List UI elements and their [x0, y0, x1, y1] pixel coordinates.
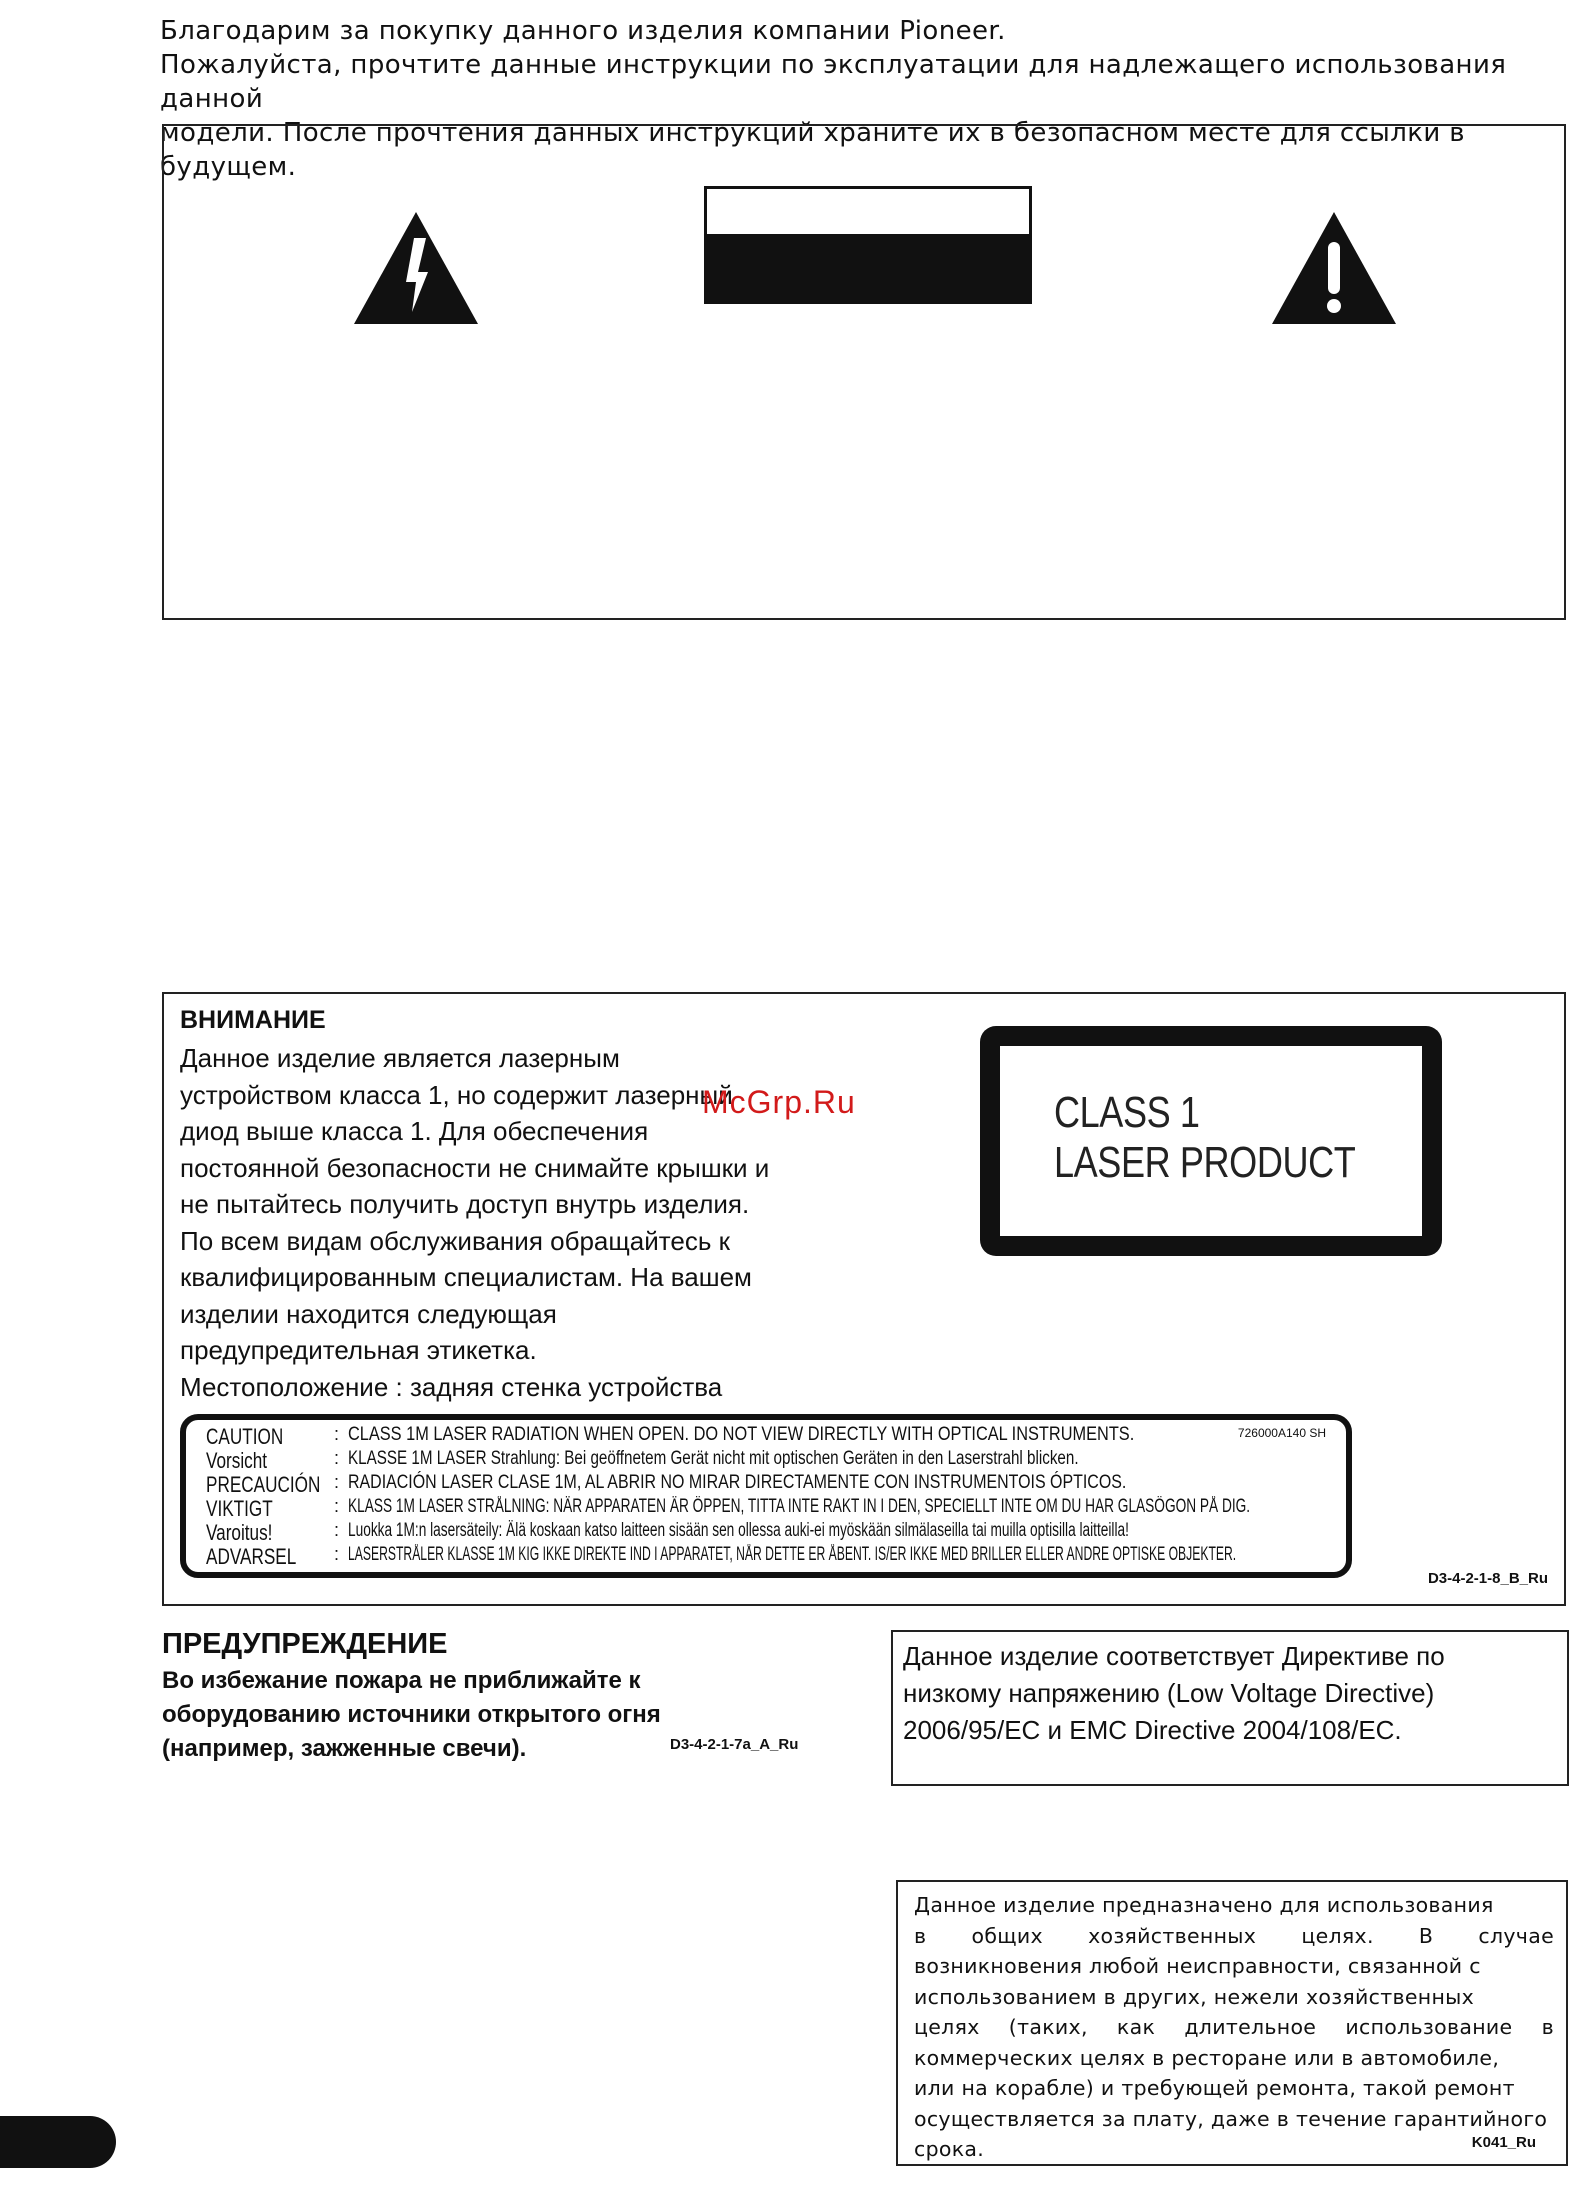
fire-warning-ref-code: D3-4-2-1-7a_A_Ru [670, 1736, 799, 1753]
lightning-warning-icon [354, 212, 478, 324]
laser-line: Данное изделие является лазерным [180, 1043, 620, 1073]
caution-text: KLASS 1M LASER STRÅLNING: NÄR APPARATEN ÄR ÖPPEN, TITTA INTE RAKT IN I DEN, SPECIELLT INTE OM DU HAR GLASÖGON PÅ DIG. [348, 1496, 1251, 1517]
household-ref-code: K041_Ru [1471, 2134, 1536, 2151]
laser-line: изделии находится следующая [180, 1298, 557, 1329]
laser-caution-strip [180, 1414, 1352, 1578]
directive-line: Данное изделие соответствует Директиве по [903, 1641, 1445, 1671]
exclamation-warning-icon [1272, 212, 1396, 324]
page-tab [0, 2116, 116, 2168]
class-label-line2: LASER PRODUCT [1054, 1138, 1356, 1187]
household-line: использованием в других, нежели хозяйственных [914, 1984, 1475, 2009]
laser-line: не пытайтесь получить доступ внутрь изделия. [180, 1189, 750, 1219]
household-line: возникновения любой неисправности, связанной с [914, 1954, 1481, 1978]
fire-warning-heading: ПРЕДУПРЕЖДЕНИЕ [162, 1628, 448, 1660]
household-line: срока. [914, 2137, 985, 2161]
caution-text: RADIACIÓN LASER CLASE 1M, AL ABRIR NO MIRAR DIRECTAMENTE CON INSTRUMENTOIS ÓPTICOS. [348, 1472, 1127, 1493]
class-label-line1: CLASS 1 [1054, 1088, 1200, 1137]
caution-lang: Varoitus! [206, 1520, 273, 1545]
caution-text: LASERSTRÅLER KLASSE 1M KIG IKKE DIREKTE IND I APPARATET, NÅR DETTE ER ÅBENT. IS/ER IKKE MED BRILLER ELLER ANDRE OPTISKE OBJEKTER. [348, 1544, 1237, 1565]
watermark: McGrp.Ru [702, 1084, 856, 1120]
fire-warning-text [162, 1664, 702, 1766]
household-line: Данное изделие предназначено для использования [914, 1893, 1494, 1917]
fire-warning-line: Во избежание пожара не приближайте к [162, 1667, 641, 1694]
laser-line: По всем видам обслуживания обращайтесь к [180, 1225, 730, 1256]
laser-line: предупредительная этикетка. [180, 1335, 537, 1365]
intro-line: модели. После прочтения данных инструкций храните их в безопасном месте для ссылки в будущем. [160, 118, 1466, 182]
caution-text: KLASSE 1M LASER Strahlung: Bei geöffnetem Gerät nicht mit optischen Geräten in den Laserstrahl blicken. [348, 1448, 1079, 1469]
laser-line: постоянной безопасности не снимайте крышки и [180, 1152, 770, 1183]
caution-strip-code: 726000A140 SH [1237, 1426, 1326, 1440]
caution-colon: : [334, 1472, 340, 1492]
caution-label [704, 186, 1032, 304]
laser-line: квалифицированным специалистам. На вашем [180, 1262, 752, 1292]
caution-colon: : [334, 1520, 340, 1540]
laser-line: устройством класса 1, но содержит лазерный [180, 1079, 733, 1110]
caution-colon: : [334, 1544, 340, 1564]
directive-box [891, 1630, 1569, 1786]
household-line: целях (таких, как длительное использование в [914, 2015, 1554, 2039]
directive-text [903, 1638, 1553, 1749]
class1-laser-label [980, 1026, 1442, 1256]
caution-text: Luokka 1M:n lasersäteily: Älä koskaan katso laitteen sisään sen ollessa auki-ei myöskään silmälaseilla tai muilla optisilla laitteilla! [348, 1520, 1129, 1541]
household-line: осуществляется за плату, даже в течение гарантийного [914, 2106, 1548, 2131]
intro-line: Благодарим за покупку данного изделия компании Pioneer. [160, 16, 1006, 46]
directive-line: 2006/95/EC и EMC Directive 2004/108/EC. [903, 1715, 1402, 1745]
household-line: коммерческих целях в ресторане или в автомобиле, [914, 2045, 1500, 2070]
household-line: или на корабле) и требующей ремонта, такой ремонт [914, 2076, 1515, 2100]
caution-text: CLASS 1M LASER RADIATION WHEN OPEN. DO NOT VIEW DIRECTLY WITH OPTICAL INSTRUMENTS. [348, 1424, 1135, 1445]
laser-line: диод выше класса 1. Для обеспечения [180, 1116, 649, 1146]
intro-line: Пожалуйста, прочтите данные инструкции по эксплуатации для надлежащего использования данной [160, 50, 1507, 114]
class1-label-inner [1000, 1046, 1422, 1236]
caution-colon: : [334, 1424, 340, 1444]
caution-lang: ADVARSEL [206, 1544, 297, 1569]
caution-label-bar [707, 234, 1029, 301]
fire-warning-line: (например, зажженные свечи). [162, 1735, 527, 1762]
caution-colon: : [334, 1448, 340, 1468]
household-use-box [896, 1880, 1568, 2166]
directive-line: низкому напряжению (Low Voltage Directive) [903, 1678, 1435, 1708]
laser-line: Местоположение : задняя стенка устройства [180, 1371, 723, 1402]
caution-lang: PRECAUCIÓN [206, 1472, 321, 1497]
electric-shock-warning-box [162, 124, 1566, 620]
caution-lang: Vorsicht [206, 1448, 268, 1473]
caution-colon: : [334, 1496, 340, 1516]
laser-caution-box [162, 992, 1566, 1606]
caution-lang: CAUTION [206, 1424, 284, 1449]
fire-warning-line: оборудованию источники открытого огня [162, 1701, 661, 1728]
household-use-text [914, 1890, 1554, 2165]
laser-ref-code: D3-4-2-1-8_B_Ru [1427, 1570, 1548, 1587]
laser-heading: ВНИМАНИЕ [180, 1006, 326, 1034]
household-line: в общих хозяйственных целях. В случае [914, 1923, 1554, 1948]
caution-lang: VIKTIGT [206, 1496, 273, 1521]
